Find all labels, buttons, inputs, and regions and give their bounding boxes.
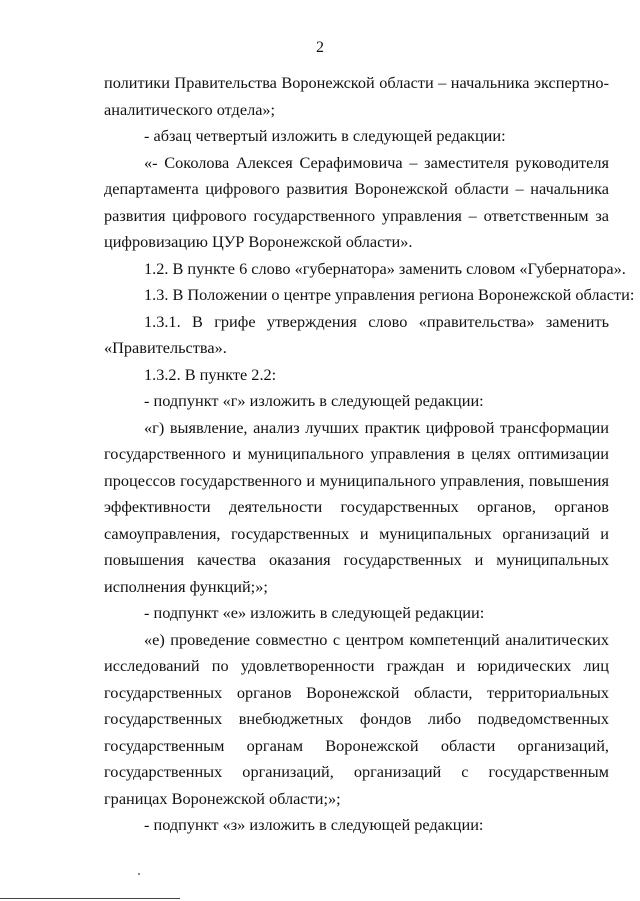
- text-line: исполнения функций;»;: [104, 576, 268, 596]
- text-line: границах Воронежской области;»;: [104, 788, 341, 808]
- text-line: - абзац четвертый изложить в следующей редакции:: [144, 126, 506, 145]
- text-line: государственного и муниципального управления в целях оптимизации: [104, 444, 609, 463]
- text-line: развития цифрового государственного управления – ответственным за: [104, 205, 609, 225]
- document-body: [104, 70, 635, 839]
- text-line: 1.3. В Положении о центре управления региона Воронежской области:: [144, 285, 635, 304]
- text-line: эффективности деятельности государственных органов, органов: [104, 497, 609, 516]
- text-line: - подпункт «з» изложить в следующей редакции:: [144, 815, 484, 834]
- text-line: государственных организаций, организаций с государственным: [104, 762, 609, 781]
- text-line: 1.3.2. В пункте 2.2:: [144, 364, 277, 384]
- scan-artifact-line: [0, 898, 180, 899]
- text-line: государственных органов Воронежской области, территориальных: [104, 682, 609, 702]
- text-line: - подпункт «е» изложить в следующей редакции:: [144, 603, 485, 622]
- text-line: государственных внебюджетных фондов либо подведомственных: [104, 709, 609, 728]
- text-line: цифровизацию ЦУР Воронежской области».: [104, 232, 413, 251]
- text-line: департамента цифрового развития Воронежской области – начальника: [104, 179, 609, 198]
- text-line: 1.3.1. В грифе утверждения слово «правительства» заменить: [144, 311, 609, 331]
- text-line: «г) выявление, анализ лучших практик цифровой трансформации: [144, 417, 609, 437]
- text-line: «- Соколова Алексея Серафимовича – заместителя руководителя: [144, 152, 609, 172]
- scan-artifact-dot: [138, 873, 140, 875]
- text-line: государственным органам Воронежской области организаций,: [104, 735, 609, 755]
- text-line: исследований по удовлетворенности граждан и юридических лиц: [104, 656, 609, 675]
- text-line: 1.2. В пункте 6 слово «губернатора» заменить словом «Губернатора».: [144, 258, 626, 278]
- page-number: 2: [316, 39, 324, 56]
- text-line: - подпункт «г» изложить в следующей редакции:: [144, 391, 484, 410]
- text-line: «е) проведение совместно с центром компетенций аналитических: [144, 629, 609, 649]
- text-line: политики Правительства Воронежской области – начальника экспертно-: [104, 73, 609, 92]
- text-line: аналитического отдела»;: [104, 99, 276, 119]
- text-line: повышения качества оказания государственных и муниципальных: [104, 550, 609, 569]
- text-line: самоуправления, государственных и муниципальных организаций и: [104, 523, 609, 543]
- text-line: процессов государственного и муниципального управления, повышения: [104, 470, 609, 490]
- text-line: «Правительства».: [104, 338, 227, 357]
